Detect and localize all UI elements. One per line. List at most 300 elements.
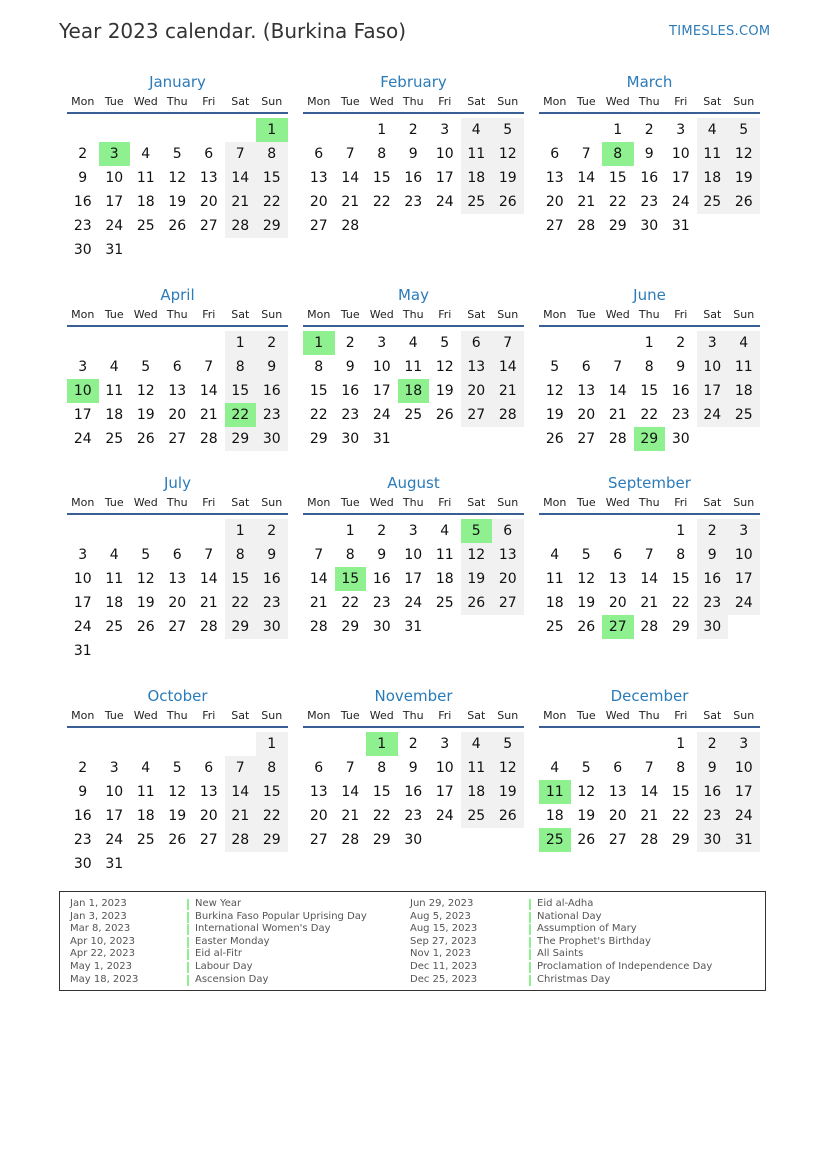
day-cell[interactable]: 12 [545,383,564,399]
day-cell[interactable]: 4 [141,760,151,776]
day-cell[interactable]: 24 [73,431,92,447]
day-cell[interactable]: 22 [341,595,360,611]
day-cell[interactable]: 5 [492,118,524,142]
day-cell[interactable]: 26 [461,591,493,615]
holiday-day-cell[interactable]: 10 [67,379,99,403]
day-cell[interactable]: 26 [728,190,760,214]
day-cell[interactable]: 3 [377,335,387,351]
day-cell[interactable]: 31 [404,619,423,635]
day-cell[interactable]: 25 [697,190,729,214]
day-cell[interactable]: 9 [256,355,288,379]
day-cell[interactable]: 4 [461,732,493,756]
day-cell[interactable]: 12 [136,383,155,399]
day-cell[interactable]: 10 [435,760,454,776]
day-cell[interactable]: 9 [377,547,387,563]
day-cell[interactable]: 25 [105,431,124,447]
day-cell[interactable]: 3 [728,519,760,543]
day-cell[interactable]: 3 [676,122,686,138]
day-cell[interactable]: 18 [728,379,760,403]
holiday-day-cell[interactable]: 8 [602,142,634,166]
day-cell[interactable]: 13 [461,355,493,379]
day-cell[interactable]: 17 [435,784,454,800]
day-cell[interactable]: 23 [256,591,288,615]
day-cell[interactable]: 16 [73,808,92,824]
day-cell[interactable]: 12 [435,359,454,375]
day-cell[interactable]: 21 [309,595,328,611]
day-cell[interactable]: 27 [309,832,328,848]
day-cell[interactable]: 1 [225,331,257,355]
day-cell[interactable]: 17 [671,170,690,186]
day-cell[interactable]: 28 [199,619,218,635]
day-cell[interactable]: 24 [105,218,124,234]
brand-link[interactable]: TIMESLES.COM [669,24,771,39]
day-cell[interactable]: 8 [225,543,257,567]
day-cell[interactable]: 6 [172,359,182,375]
day-cell[interactable]: 11 [728,355,760,379]
day-cell[interactable]: 6 [550,146,560,162]
day-cell[interactable]: 13 [608,571,627,587]
day-cell[interactable]: 11 [461,756,493,780]
day-cell[interactable]: 18 [435,571,454,587]
day-cell[interactable]: 4 [728,331,760,355]
day-cell[interactable]: 26 [492,190,524,214]
day-cell[interactable]: 7 [492,331,524,355]
day-cell[interactable]: 6 [492,519,524,543]
day-cell[interactable]: 2 [377,523,387,539]
day-cell[interactable]: 5 [172,146,182,162]
day-cell[interactable]: 27 [492,591,524,615]
day-cell[interactable]: 28 [309,619,328,635]
day-cell[interactable]: 27 [608,832,627,848]
day-cell[interactable]: 9 [256,543,288,567]
day-cell[interactable]: 1 [345,523,355,539]
day-cell[interactable]: 25 [404,407,423,423]
day-cell[interactable]: 10 [73,571,92,587]
day-cell[interactable]: 10 [728,543,760,567]
day-cell[interactable]: 15 [671,784,690,800]
day-cell[interactable]: 14 [225,780,257,804]
day-cell[interactable]: 11 [435,547,454,563]
holiday-day-cell[interactable]: 1 [303,331,335,355]
day-cell[interactable]: 27 [199,832,218,848]
day-cell[interactable]: 27 [461,403,493,427]
day-cell[interactable]: 4 [697,118,729,142]
day-cell[interactable]: 16 [372,571,391,587]
day-cell[interactable]: 3 [728,732,760,756]
holiday-day-cell[interactable]: 25 [539,828,571,852]
day-cell[interactable]: 15 [225,567,257,591]
day-cell[interactable]: 11 [105,571,124,587]
day-cell[interactable]: 13 [577,383,596,399]
day-cell[interactable]: 30 [697,828,729,852]
day-cell[interactable]: 13 [309,784,328,800]
day-cell[interactable]: 20 [168,407,187,423]
day-cell[interactable]: 26 [435,407,454,423]
day-cell[interactable]: 29 [225,427,257,451]
day-cell[interactable]: 20 [608,595,627,611]
day-cell[interactable]: 29 [671,619,690,635]
day-cell[interactable]: 2 [408,122,418,138]
day-cell[interactable]: 9 [408,760,418,776]
day-cell[interactable]: 30 [372,619,391,635]
day-cell[interactable]: 4 [141,146,151,162]
day-cell[interactable]: 22 [372,194,391,210]
day-cell[interactable]: 9 [644,146,654,162]
day-cell[interactable]: 14 [640,784,659,800]
day-cell[interactable]: 9 [697,756,729,780]
day-cell[interactable]: 24 [697,403,729,427]
day-cell[interactable]: 21 [225,190,257,214]
day-cell[interactable]: 8 [377,760,387,776]
day-cell[interactable]: 15 [256,780,288,804]
day-cell[interactable]: 2 [408,736,418,752]
day-cell[interactable]: 5 [440,335,450,351]
day-cell[interactable]: 15 [256,166,288,190]
day-cell[interactable]: 2 [676,335,686,351]
day-cell[interactable]: 11 [136,170,155,186]
day-cell[interactable]: 22 [256,804,288,828]
day-cell[interactable]: 13 [309,170,328,186]
day-cell[interactable]: 18 [136,808,155,824]
day-cell[interactable]: 15 [608,170,627,186]
day-cell[interactable]: 16 [404,170,423,186]
day-cell[interactable]: 18 [105,407,124,423]
day-cell[interactable]: 13 [168,383,187,399]
day-cell[interactable]: 7 [225,756,257,780]
day-cell[interactable]: 6 [613,760,623,776]
day-cell[interactable]: 12 [136,571,155,587]
day-cell[interactable]: 10 [435,146,454,162]
day-cell[interactable]: 19 [545,407,564,423]
day-cell[interactable]: 7 [644,760,654,776]
day-cell[interactable]: 18 [697,166,729,190]
day-cell[interactable]: 29 [256,214,288,238]
day-cell[interactable]: 21 [225,804,257,828]
day-cell[interactable]: 3 [109,760,119,776]
day-cell[interactable]: 18 [461,166,493,190]
day-cell[interactable]: 16 [697,780,729,804]
day-cell[interactable]: 24 [404,595,423,611]
day-cell[interactable]: 20 [309,194,328,210]
day-cell[interactable]: 8 [256,756,288,780]
day-cell[interactable]: 13 [545,170,564,186]
holiday-day-cell[interactable]: 3 [99,142,131,166]
day-cell[interactable]: 10 [671,146,690,162]
day-cell[interactable]: 24 [105,832,124,848]
day-cell[interactable]: 3 [440,736,450,752]
day-cell[interactable]: 23 [372,595,391,611]
day-cell[interactable]: 21 [640,595,659,611]
day-cell[interactable]: 28 [341,832,360,848]
day-cell[interactable]: 14 [309,571,328,587]
day-cell[interactable]: 27 [168,431,187,447]
day-cell[interactable]: 18 [136,194,155,210]
day-cell[interactable]: 14 [577,170,596,186]
day-cell[interactable]: 3 [408,523,418,539]
day-cell[interactable]: 15 [372,170,391,186]
day-cell[interactable]: 28 [608,431,627,447]
day-cell[interactable]: 19 [168,808,187,824]
day-cell[interactable]: 12 [577,784,596,800]
day-cell[interactable]: 16 [256,567,288,591]
day-cell[interactable]: 19 [492,166,524,190]
day-cell[interactable]: 21 [341,808,360,824]
day-cell[interactable]: 20 [545,194,564,210]
day-cell[interactable]: 1 [676,523,686,539]
day-cell[interactable]: 4 [408,335,418,351]
day-cell[interactable]: 10 [697,355,729,379]
day-cell[interactable]: 9 [676,359,686,375]
day-cell[interactable]: 17 [435,170,454,186]
day-cell[interactable]: 21 [199,407,218,423]
day-cell[interactable]: 9 [697,543,729,567]
day-cell[interactable]: 1 [644,335,654,351]
day-cell[interactable]: 25 [461,190,493,214]
day-cell[interactable]: 30 [404,832,423,848]
day-cell[interactable]: 24 [728,804,760,828]
day-cell[interactable]: 2 [697,519,729,543]
day-cell[interactable]: 16 [697,567,729,591]
day-cell[interactable]: 22 [372,808,391,824]
day-cell[interactable]: 10 [105,170,124,186]
day-cell[interactable]: 19 [435,383,454,399]
day-cell[interactable]: 2 [644,122,654,138]
day-cell[interactable]: 14 [199,571,218,587]
day-cell[interactable]: 14 [225,166,257,190]
day-cell[interactable]: 18 [105,595,124,611]
holiday-day-cell[interactable]: 22 [225,403,257,427]
day-cell[interactable]: 8 [676,547,686,563]
day-cell[interactable]: 21 [577,194,596,210]
day-cell[interactable]: 25 [136,832,155,848]
day-cell[interactable]: 1 [613,122,623,138]
day-cell[interactable]: 22 [309,407,328,423]
day-cell[interactable]: 28 [225,214,257,238]
day-cell[interactable]: 20 [168,595,187,611]
day-cell[interactable]: 27 [168,619,187,635]
holiday-day-cell[interactable]: 27 [602,615,634,639]
day-cell[interactable]: 15 [640,383,659,399]
day-cell[interactable]: 6 [581,359,591,375]
day-cell[interactable]: 14 [341,170,360,186]
day-cell[interactable]: 14 [608,383,627,399]
day-cell[interactable]: 22 [671,808,690,824]
day-cell[interactable]: 30 [256,427,288,451]
day-cell[interactable]: 19 [728,166,760,190]
day-cell[interactable]: 5 [172,760,182,776]
day-cell[interactable]: 13 [199,784,218,800]
day-cell[interactable]: 19 [461,567,493,591]
day-cell[interactable]: 7 [581,146,591,162]
holiday-day-cell[interactable]: 5 [461,519,493,543]
day-cell[interactable]: 8 [345,547,355,563]
day-cell[interactable]: 10 [105,784,124,800]
day-cell[interactable]: 31 [728,828,760,852]
day-cell[interactable]: 18 [461,780,493,804]
day-cell[interactable]: 8 [644,359,654,375]
day-cell[interactable]: 28 [225,828,257,852]
day-cell[interactable]: 30 [256,615,288,639]
day-cell[interactable]: 19 [577,808,596,824]
day-cell[interactable]: 20 [461,379,493,403]
day-cell[interactable]: 7 [204,547,214,563]
day-cell[interactable]: 12 [461,543,493,567]
day-cell[interactable]: 20 [199,808,218,824]
day-cell[interactable]: 7 [613,359,623,375]
day-cell[interactable]: 22 [225,591,257,615]
day-cell[interactable]: 16 [341,383,360,399]
day-cell[interactable]: 6 [172,547,182,563]
day-cell[interactable]: 17 [697,379,729,403]
day-cell[interactable]: 21 [199,595,218,611]
day-cell[interactable]: 31 [671,218,690,234]
day-cell[interactable]: 3 [78,547,88,563]
day-cell[interactable]: 24 [671,194,690,210]
day-cell[interactable]: 7 [204,359,214,375]
day-cell[interactable]: 19 [136,407,155,423]
day-cell[interactable]: 24 [372,407,391,423]
day-cell[interactable]: 16 [404,784,423,800]
day-cell[interactable]: 16 [256,379,288,403]
day-cell[interactable]: 2 [256,331,288,355]
day-cell[interactable]: 26 [577,619,596,635]
day-cell[interactable]: 7 [345,760,355,776]
day-cell[interactable]: 28 [341,218,360,234]
day-cell[interactable]: 18 [545,808,564,824]
day-cell[interactable]: 5 [581,760,591,776]
day-cell[interactable]: 27 [545,218,564,234]
day-cell[interactable]: 16 [73,194,92,210]
day-cell[interactable]: 21 [608,407,627,423]
day-cell[interactable]: 23 [697,591,729,615]
day-cell[interactable]: 22 [608,194,627,210]
day-cell[interactable]: 19 [492,780,524,804]
day-cell[interactable]: 4 [550,760,560,776]
day-cell[interactable]: 10 [372,359,391,375]
day-cell[interactable]: 2 [256,519,288,543]
day-cell[interactable]: 30 [697,615,729,639]
day-cell[interactable]: 11 [697,142,729,166]
day-cell[interactable]: 23 [671,407,690,423]
day-cell[interactable]: 12 [728,142,760,166]
day-cell[interactable]: 13 [492,543,524,567]
day-cell[interactable]: 10 [404,547,423,563]
day-cell[interactable]: 23 [640,194,659,210]
day-cell[interactable]: 12 [168,784,187,800]
day-cell[interactable]: 23 [404,808,423,824]
day-cell[interactable]: 6 [461,331,493,355]
holiday-day-cell[interactable]: 15 [335,567,367,591]
day-cell[interactable]: 5 [492,732,524,756]
day-cell[interactable]: 26 [577,832,596,848]
day-cell[interactable]: 18 [545,595,564,611]
day-cell[interactable]: 6 [613,547,623,563]
day-cell[interactable]: 17 [73,407,92,423]
day-cell[interactable]: 12 [492,756,524,780]
holiday-day-cell[interactable]: 11 [539,780,571,804]
holiday-day-cell[interactable]: 1 [366,732,398,756]
day-cell[interactable]: 11 [136,784,155,800]
day-cell[interactable]: 30 [671,431,690,447]
day-cell[interactable]: 5 [141,359,151,375]
day-cell[interactable]: 23 [256,403,288,427]
day-cell[interactable]: 3 [697,331,729,355]
day-cell[interactable]: 8 [314,359,324,375]
day-cell[interactable]: 11 [461,142,493,166]
day-cell[interactable]: 21 [341,194,360,210]
day-cell[interactable]: 12 [492,142,524,166]
day-cell[interactable]: 5 [141,547,151,563]
day-cell[interactable]: 19 [136,595,155,611]
day-cell[interactable]: 9 [345,359,355,375]
day-cell[interactable]: 17 [105,194,124,210]
day-cell[interactable]: 23 [404,194,423,210]
day-cell[interactable]: 4 [109,547,119,563]
day-cell[interactable]: 30 [341,431,360,447]
day-cell[interactable]: 31 [372,431,391,447]
day-cell[interactable]: 7 [345,146,355,162]
day-cell[interactable]: 2 [697,732,729,756]
day-cell[interactable]: 23 [73,218,92,234]
day-cell[interactable]: 17 [73,595,92,611]
day-cell[interactable]: 30 [640,218,659,234]
day-cell[interactable]: 17 [404,571,423,587]
day-cell[interactable]: 12 [577,571,596,587]
day-cell[interactable]: 29 [372,832,391,848]
day-cell[interactable]: 29 [256,828,288,852]
day-cell[interactable]: 15 [671,571,690,587]
day-cell[interactable]: 17 [728,567,760,591]
day-cell[interactable]: 3 [78,359,88,375]
day-cell[interactable]: 25 [461,804,493,828]
day-cell[interactable]: 28 [492,403,524,427]
day-cell[interactable]: 4 [109,359,119,375]
day-cell[interactable]: 31 [73,643,92,659]
day-cell[interactable]: 14 [492,355,524,379]
day-cell[interactable]: 14 [640,571,659,587]
day-cell[interactable]: 16 [671,383,690,399]
day-cell[interactable]: 6 [204,146,214,162]
day-cell[interactable]: 1 [256,732,288,756]
day-cell[interactable]: 26 [545,431,564,447]
day-cell[interactable]: 6 [314,146,324,162]
day-cell[interactable]: 28 [640,619,659,635]
day-cell[interactable]: 7 [644,547,654,563]
day-cell[interactable]: 8 [377,146,387,162]
day-cell[interactable]: 2 [78,146,88,162]
day-cell[interactable]: 4 [440,523,450,539]
day-cell[interactable]: 13 [608,784,627,800]
day-cell[interactable]: 26 [136,619,155,635]
day-cell[interactable]: 27 [577,431,596,447]
day-cell[interactable]: 5 [728,118,760,142]
day-cell[interactable]: 24 [435,194,454,210]
day-cell[interactable]: 24 [728,591,760,615]
day-cell[interactable]: 9 [408,146,418,162]
day-cell[interactable]: 25 [728,403,760,427]
day-cell[interactable]: 1 [225,519,257,543]
day-cell[interactable]: 24 [435,808,454,824]
day-cell[interactable]: 15 [225,379,257,403]
day-cell[interactable]: 22 [256,190,288,214]
day-cell[interactable]: 16 [640,170,659,186]
day-cell[interactable]: 25 [105,619,124,635]
day-cell[interactable]: 20 [608,808,627,824]
day-cell[interactable]: 6 [314,760,324,776]
day-cell[interactable]: 29 [608,218,627,234]
day-cell[interactable]: 29 [341,619,360,635]
day-cell[interactable]: 26 [492,804,524,828]
